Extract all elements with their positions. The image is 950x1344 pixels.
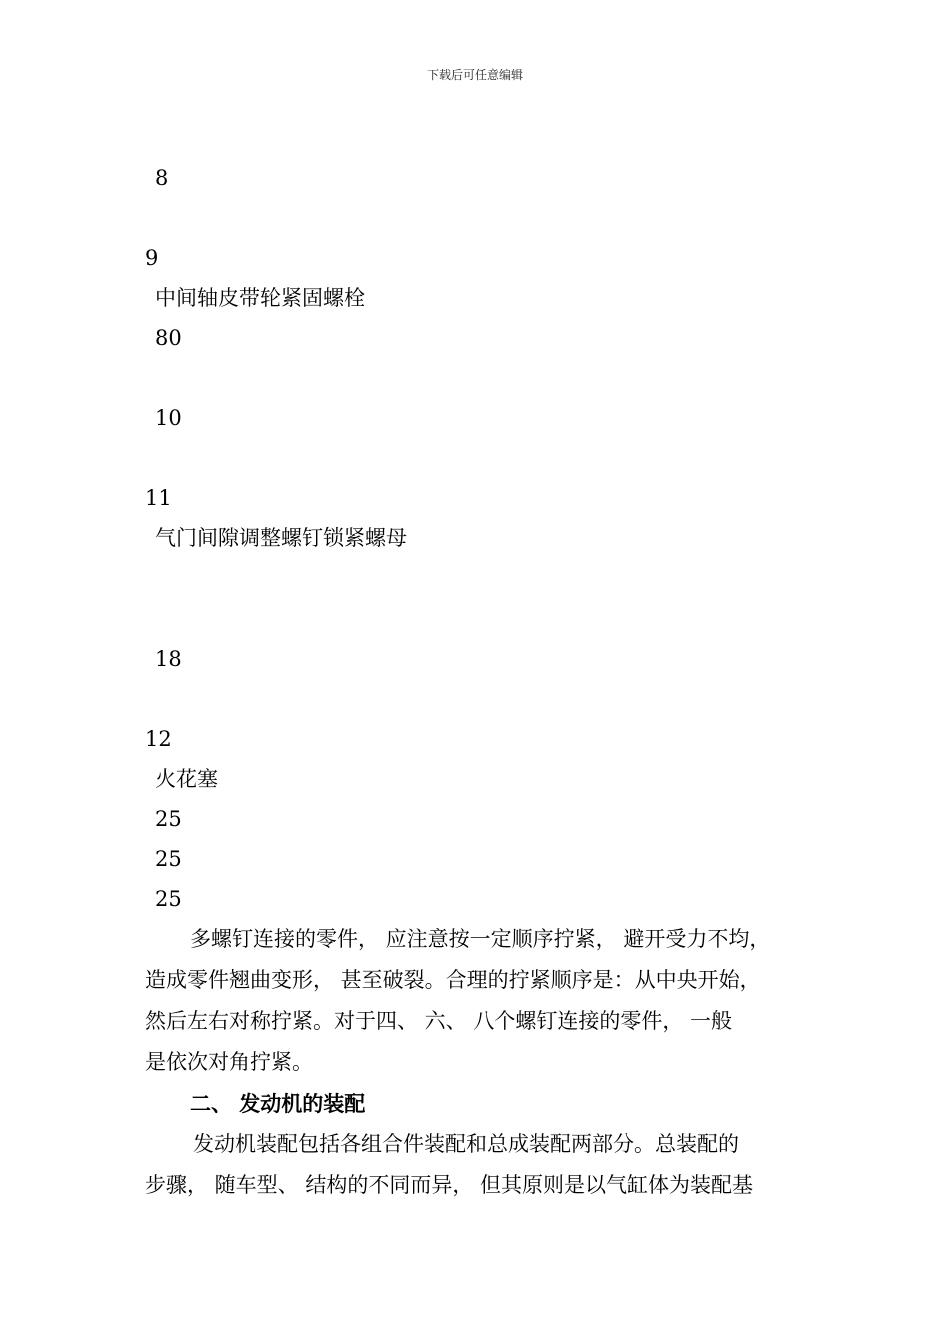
row-12-torque-3: 25: [155, 887, 182, 911]
row-9-torque: 80: [155, 326, 182, 350]
paragraph-2-line-2: 步骤， 随车型、 结构的不同而异， 但其原则是以气缸体为装配基: [145, 1173, 754, 1197]
row-12-torque-2: 25: [155, 847, 182, 871]
page-header: 下载后可任意编辑: [426, 68, 523, 82]
row-9-part-name: 中间轴皮带轮紧固螺栓: [155, 286, 365, 310]
row-11-part-name: 气门间隙调整螺钉锁紧螺母: [155, 526, 407, 550]
row-number-11: 11: [145, 486, 172, 510]
row-12-part-name: 火花塞: [155, 767, 218, 791]
paragraph-1-line-3: 然后左右对称拧紧。对于四、 六、 八个螺钉连接的零件， 一般: [145, 1009, 733, 1033]
row-12-torque-1: 25: [155, 807, 182, 831]
paragraph-1-line-4: 是依次对角拧紧。: [145, 1050, 313, 1074]
row-number-8: 8: [155, 166, 169, 190]
row-11-torque: 18: [155, 647, 182, 671]
paragraph-1-line-2: 造成零件翘曲变形， 甚至破裂。合理的拧紧顺序是：从中央开始，: [145, 968, 761, 992]
section-heading: 二、 发动机的装配: [190, 1091, 366, 1116]
paragraph-1-line-1: 多螺钉连接的零件， 应注意按一定顺序拧紧， 避开受力不均，: [190, 927, 771, 951]
row-number-12: 12: [145, 727, 172, 751]
row-number-10: 10: [155, 406, 182, 430]
row-number-9: 9: [145, 246, 159, 270]
paragraph-2-line-1: 发动机装配包括各组合件装配和总成装配两部分。总装配的: [193, 1132, 739, 1156]
